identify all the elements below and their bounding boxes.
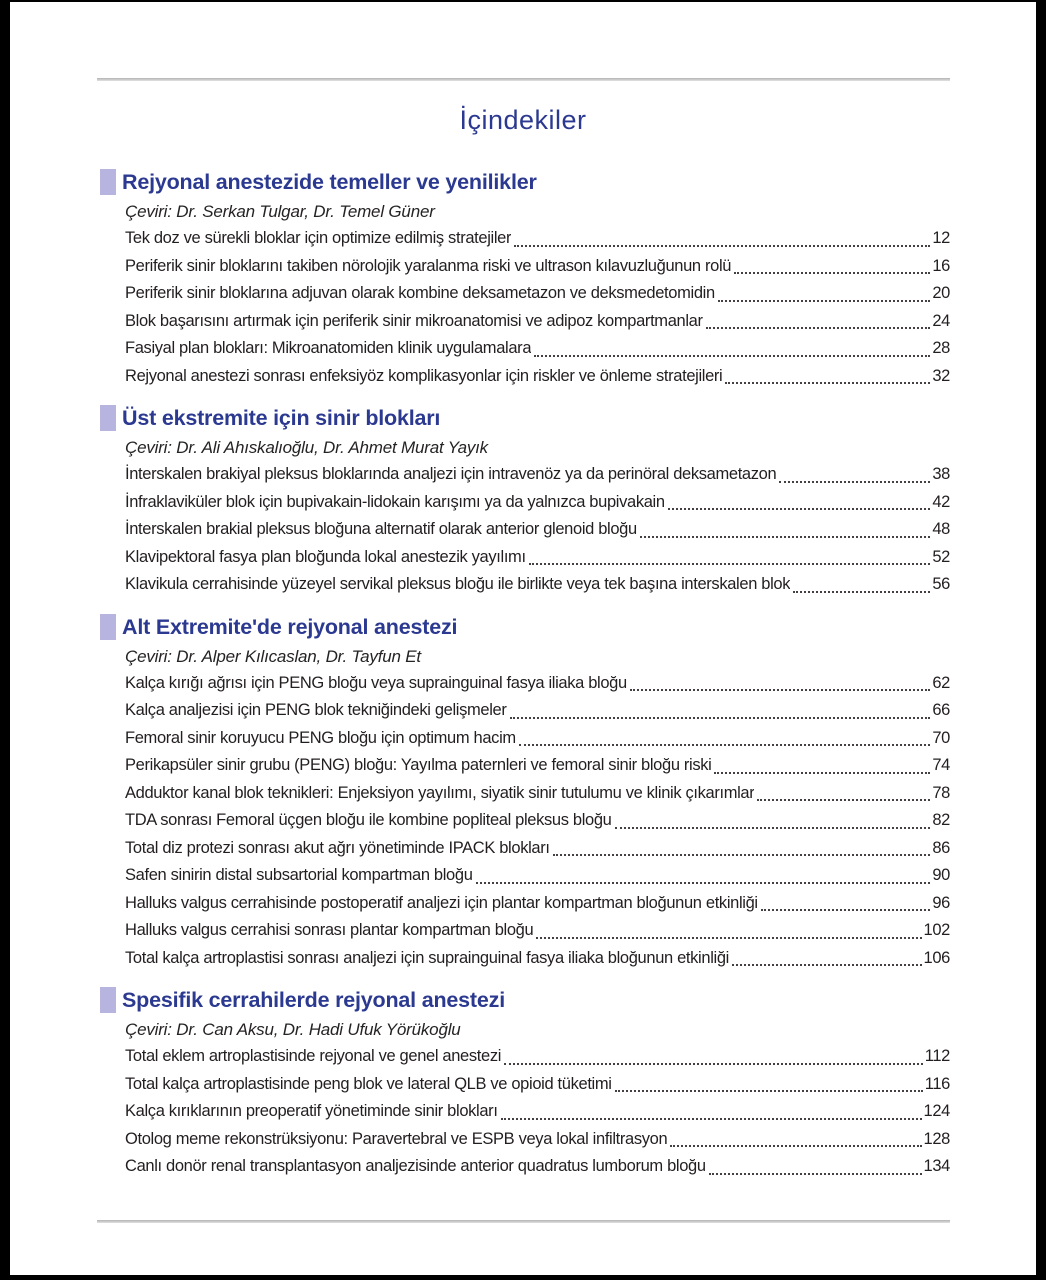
entry-page-number: 66 — [932, 701, 950, 719]
dot-leader — [761, 909, 931, 911]
section-heading-row — [100, 403, 950, 433]
section-heading: Rejyonal anestezide temeller ve yenilikler — [122, 170, 537, 194]
entry-page-number: 16 — [932, 256, 950, 275]
section-heading-row — [100, 985, 950, 1015]
toc-entry — [125, 862, 950, 890]
toc-section — [100, 167, 950, 390]
entry-page-number: 134 — [923, 1157, 950, 1175]
toc-entry — [125, 335, 950, 363]
top-divider — [97, 78, 950, 81]
entry-page-number: 78 — [932, 783, 950, 802]
page-title: İçindekiler — [459, 105, 587, 135]
entry-title: Rejyonal anestezi sonrası enfeksiyöz komplikasyonlar için riskler ve önleme stratejileri — [125, 366, 723, 385]
entry-title: TDA sonrası Femoral üçgen bloğu ile kombine popliteal pleksus bloğu — [125, 811, 612, 829]
entry-page-number: 96 — [932, 893, 950, 912]
toc-entry — [125, 363, 950, 391]
dot-leader — [519, 744, 931, 746]
entry-page-number: 62 — [932, 673, 950, 692]
entry-title: Fasiyal plan blokları: Mikroanatomiden klinik uygulamalara — [125, 339, 532, 357]
section-marker-icon — [100, 169, 116, 195]
entry-title: Kalça kırıklarının preoperatif yönetiminde sinir blokları — [125, 1102, 498, 1120]
toc-entry — [125, 225, 950, 253]
toc-entry — [125, 571, 950, 599]
entry-title: Blok başarısını artırmak için periferik sinir mikroanatomisi ve adipoz kompartmanlar — [125, 311, 703, 330]
section-heading-row — [100, 612, 950, 642]
document-page — [10, 2, 1036, 1275]
entry-page-number: 106 — [923, 948, 950, 967]
entry-title: Total eklem artroplastisinde rejyonal ve genel anestezi — [125, 1047, 502, 1065]
entry-title: Halluks valgus cerrahisi sonrası plantar kompartman bloğu — [125, 921, 534, 939]
toc-entry — [125, 835, 950, 863]
entry-page-number: 56 — [932, 575, 950, 593]
toc-entry — [125, 917, 950, 945]
toc-entry — [125, 807, 950, 835]
entry-title: Otolog meme rekonstrüksiyonu: Paravertebral ve ESPB veya lokal infiltrasyon — [125, 1129, 668, 1148]
toc-entry — [125, 752, 950, 780]
dot-leader — [504, 1063, 923, 1065]
section-heading: Alt Extremite'de rejyonal anestezi — [122, 614, 458, 639]
toc-section — [100, 612, 950, 973]
entry-title: Total diz protezi sonrası akut ağrı yönetiminde IPACK blokları — [125, 838, 550, 857]
dot-leader — [779, 481, 930, 483]
entry-title: Femoral sinir koruyucu PENG bloğu için optimum hacim — [125, 728, 516, 747]
entry-title: Kalça analjezisi için PENG blok tekniğindeki gelişmeler — [125, 701, 507, 719]
dot-leader — [476, 882, 931, 884]
section-marker-icon — [100, 987, 116, 1013]
toc-section — [100, 985, 950, 1181]
toc-entry — [125, 697, 950, 725]
toc-entry — [125, 1071, 950, 1099]
entry-title: Total kalça artroplastisi sonrası analjezi için suprainguinal fasya iliaka bloğunun etkinliği — [125, 948, 729, 967]
dot-leader — [510, 717, 931, 719]
entry-title: Adduktor kanal blok teknikleri: Enjeksiyon yayılımı, siyatik sinir tutulumu ve klinik çıkarımlar — [125, 783, 755, 802]
dot-leader — [501, 1118, 922, 1120]
dot-leader — [630, 689, 931, 691]
entry-page-number: 48 — [932, 520, 950, 538]
toc-entry — [125, 945, 950, 973]
toc-entry — [125, 1153, 950, 1181]
entry-title: Periferik sinir bloklarına adjuvan olarak kombine deksametazon ve deksmedetomidin — [125, 284, 715, 302]
toc-entry — [125, 253, 950, 281]
section-marker-icon — [100, 614, 116, 640]
entry-title: Klavikula cerrahisinde yüzeyel servikal pleksus bloğu ile birlikte veya tek başına interskalen blok — [125, 575, 791, 593]
section-translators: Çeviri: Dr. Ali Ahıskalıoğlu, Dr. Ahmet Murat Yayık — [125, 438, 488, 457]
entry-page-number: 102 — [923, 921, 950, 939]
entry-page-number: 24 — [932, 311, 950, 330]
dot-leader — [536, 937, 921, 939]
section-heading: Spesifik cerrahilerde rejyonal anestezi — [122, 988, 505, 1012]
entry-page-number: 42 — [932, 492, 950, 511]
dot-leader — [793, 591, 930, 593]
dot-leader — [734, 272, 930, 274]
toc-entry — [125, 461, 950, 489]
dot-leader — [714, 772, 930, 774]
dot-leader — [732, 964, 922, 966]
dot-leader — [709, 1173, 922, 1175]
table-of-contents — [100, 167, 950, 1181]
dot-leader — [640, 536, 931, 538]
toc-entry — [125, 489, 950, 517]
entry-page-number: 28 — [932, 339, 950, 357]
bottom-divider — [97, 1220, 950, 1223]
section-translators: Çeviri: Dr. Serkan Tulgar, Dr. Temel Güner — [125, 202, 435, 221]
entry-title: Halluks valgus cerrahisinde postoperatif analjezi için plantar kompartman bloğunun etkinliği — [125, 893, 758, 912]
entry-title: Total kalça artroplastisinde peng blok ve lateral QLB ve opioid tüketimi — [125, 1074, 612, 1093]
entry-page-number: 112 — [924, 1047, 950, 1065]
dot-leader — [514, 245, 930, 247]
dot-leader — [668, 508, 931, 510]
section-heading: Üst ekstremite için sinir blokları — [122, 406, 441, 430]
dot-leader — [670, 1145, 921, 1147]
entry-title: Klavipektoral fasya plan bloğunda lokal anestezik yayılımı — [125, 547, 526, 566]
section-marker-icon — [100, 405, 116, 431]
toc-entry — [125, 544, 950, 572]
dot-leader — [553, 854, 931, 856]
toc-entry — [125, 780, 950, 808]
toc-entry — [125, 1043, 950, 1071]
toc-entry — [125, 280, 950, 308]
toc-section — [100, 403, 950, 599]
entry-page-number: 90 — [932, 866, 950, 884]
entry-title: İnterskalen brakial pleksus bloğuna alternatif olarak anterior glenoid bloğu — [125, 520, 637, 538]
entry-title: Tek doz ve sürekli bloklar için optimize edilmiş stratejiler — [125, 229, 512, 247]
entry-page-number: 82 — [932, 811, 950, 829]
section-translators: Çeviri: Dr. Alper Kılıcaslan, Dr. Tayfun Et — [125, 646, 421, 666]
dot-leader — [615, 1090, 923, 1092]
dot-leader — [757, 799, 930, 801]
dot-leader — [706, 327, 931, 329]
entry-page-number: 86 — [932, 838, 950, 857]
entry-page-number: 70 — [932, 728, 950, 747]
entry-title: Perikapsüler sinir grubu (PENG) bloğu: Yayılma paternleri ve femoral sinir bloğu riski — [125, 756, 712, 774]
entry-page-number: 38 — [932, 465, 950, 483]
entry-page-number: 74 — [932, 756, 950, 774]
entry-title: Kalça kırığı ağrısı için PENG bloğu veya suprainguinal fasya iliaka bloğu — [125, 673, 627, 692]
entry-title: Safen sinirin distal subsartorial kompartman bloğu — [125, 866, 473, 884]
dot-leader — [529, 563, 931, 565]
toc-entry — [125, 1126, 950, 1154]
entry-page-number: 32 — [932, 366, 950, 385]
entry-page-number: 128 — [923, 1129, 950, 1148]
toc-entry — [125, 725, 950, 753]
entry-title: Canlı donör renal transplantasyon analjezisinde anterior quadratus lumborum bloğu — [125, 1157, 706, 1175]
entry-page-number: 116 — [924, 1074, 950, 1093]
dot-leader — [534, 355, 930, 357]
entry-title: Periferik sinir bloklarını takiben nörolojik yaralanma riski ve ultrason kılavuzluğunun rolü — [125, 256, 732, 275]
entry-title: İnfraklaviküler blok için bupivakain-lidokain karışımı ya da yalnızca bupivakain — [125, 492, 665, 511]
toc-entry — [125, 890, 950, 918]
toc-entry — [125, 516, 950, 544]
toc-entry — [125, 670, 950, 698]
toc-entry — [125, 308, 950, 336]
entry-title: İnterskalen brakiyal pleksus bloklarında analjezi için intravenöz ya da perinöral deksametazon — [125, 465, 777, 483]
toc-entry — [125, 1098, 950, 1126]
entry-page-number: 12 — [932, 229, 950, 247]
dot-leader — [725, 382, 930, 384]
entry-page-number: 20 — [932, 284, 950, 302]
entry-page-number: 124 — [923, 1102, 950, 1120]
section-translators: Çeviri: Dr. Can Aksu, Dr. Hadi Ufuk Yörükoğlu — [125, 1020, 461, 1039]
section-heading-row — [100, 167, 950, 197]
dot-leader — [718, 300, 931, 302]
dot-leader — [615, 827, 931, 829]
entry-page-number: 52 — [932, 547, 950, 566]
